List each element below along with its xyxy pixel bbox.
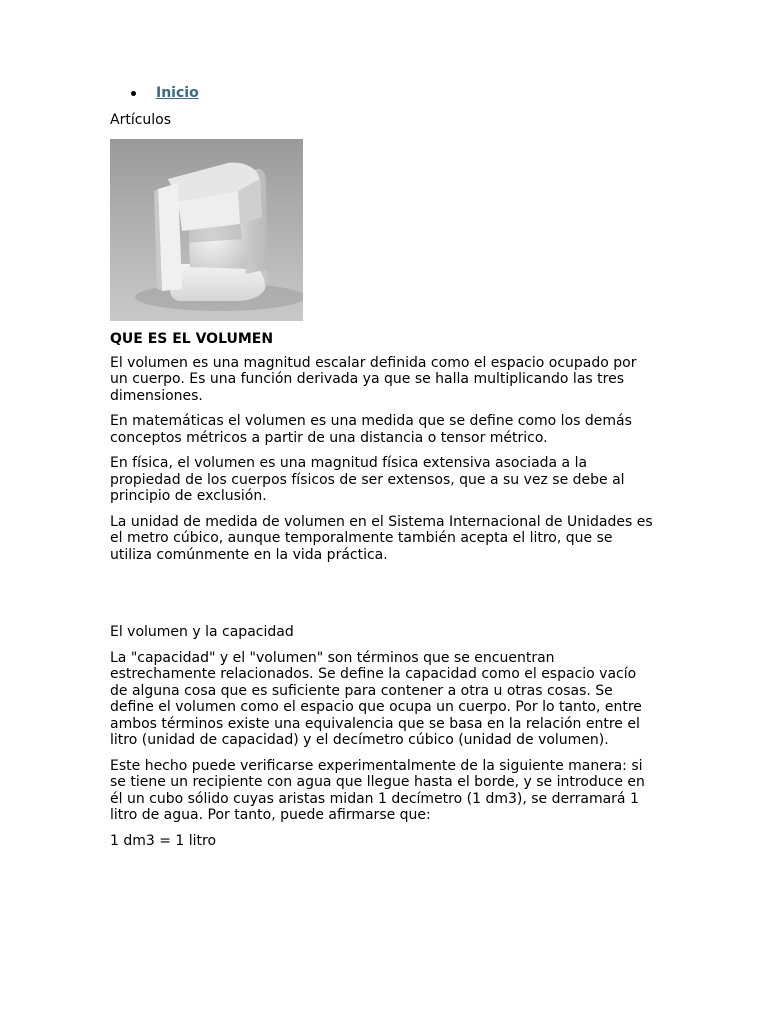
- paper-sculpture-illustration: [110, 139, 303, 321]
- paragraph: En física, el volumen es una magnitud física extensiva asociada a la propiedad de los cuerpos físicos de ser extensos, que a su vez se debe al principio de exclusión.: [110, 455, 625, 504]
- nav-item-inicio: [110, 85, 199, 102]
- article-title: QUE ES EL VOLUMEN: [110, 331, 274, 347]
- paper-sculpture-image: [110, 139, 303, 321]
- section-subheading: El volumen y la capacidad: [110, 624, 294, 640]
- paragraph: Este hecho puede verificarse experimentalmente de la siguiente manera: si se tiene un recipiente con agua que llegue hasta el borde, y se introduce en él un cubo sólido cuyas aristas midan 1 decímetro (1 dm3), se derramará 1 litro de agua. Por tanto, puede afirmarse que:: [110, 757, 645, 823]
- paragraph: La "capacidad" y el "volumen" son términos que se encuentran estrechamente relacionados. Se define la capacidad como el espacio vacío de alguna cosa que es suficiente para contener a otra u otras cosas. Se define el volumen como el espacio que ocupa un cuerpo. Por lo tanto, entre ambos términos existe una equivalencia que se basa en la relación entre el litro (unidad de capacidad) y el decímetro cúbico (unidad de volumen).: [110, 649, 642, 748]
- article: [110, 331, 655, 858]
- spacer: [110, 572, 655, 624]
- paragraph: El volumen es una magnitud escalar definida como el espacio ocupado por un cuerpo. Es una función derivada ya que se halla multiplicando las tres dimensiones.: [110, 354, 637, 404]
- paragraph: La unidad de medida de volumen en el Sistema Internacional de Unidades es el metro cúbico, aunque temporalmente también acepta el litro, que se utiliza comúnmente en la vida práctica.: [110, 513, 653, 563]
- nav-list: [110, 85, 199, 102]
- equation: 1 dm3 = 1 litro: [110, 832, 217, 849]
- paragraph: En matemáticas el volumen es una medida que se define como los demás conceptos métricos a partir de una distancia o tensor métrico.: [110, 413, 632, 446]
- section-label: Artículos: [110, 112, 172, 128]
- bullet-icon: [131, 91, 136, 96]
- nav-link-inicio[interactable]: Inicio: [156, 85, 199, 101]
